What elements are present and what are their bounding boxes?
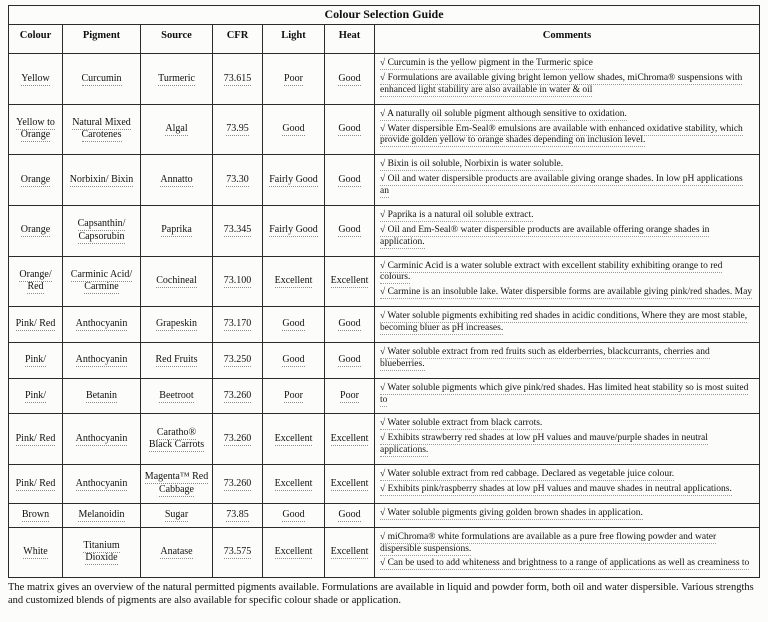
cell-source: Beetroot (141, 378, 213, 414)
table-row (9, 307, 760, 343)
cell-source: Cochineal (141, 256, 213, 307)
comment-line: √ Water soluble extract from black carrots. (380, 418, 543, 429)
cell-source: Algal (141, 104, 213, 155)
cell-cfr: 73.260 (213, 414, 263, 465)
comment-line: √ Water soluble pigments exhibiting red shades in acidic conditions, Where they are most stable, becoming bluer as pH increases. (380, 311, 748, 333)
cell-comments (375, 527, 760, 578)
cell-colour: Pink/ Red (9, 414, 63, 465)
cell-light: Poor (263, 54, 325, 105)
table-row (9, 342, 760, 378)
column-header-comments: Comments (375, 25, 760, 54)
cell-pigment: Natural Mixed Carotenes (63, 104, 141, 155)
column-header-light: Light (263, 25, 325, 54)
table-row (9, 378, 760, 414)
cell-source: Anatase (141, 527, 213, 578)
comment-line: √ Water soluble pigments giving golden brown shades in application. (380, 507, 643, 518)
cell-comments (375, 342, 760, 378)
table-row (9, 465, 760, 504)
cell-pigment: Anthocyanin (63, 307, 141, 343)
comment-line: √ Can be used to add whiteness and brightness to a range of applications as well as creaminess to (380, 558, 750, 569)
cell-colour: Pink/ Red (9, 307, 63, 343)
cell-heat: Good (325, 342, 375, 378)
table-row (9, 256, 760, 307)
cell-light: Fairly Good (263, 155, 325, 206)
cell-colour: Pink/ (9, 378, 63, 414)
cell-cfr: 73.30 (213, 155, 263, 206)
table-row (9, 155, 760, 206)
cell-source: Turmeric (141, 54, 213, 105)
table-row (9, 503, 760, 527)
cell-colour: White (9, 527, 63, 578)
cell-light: Good (263, 104, 325, 155)
cell-comments (375, 155, 760, 206)
column-header-cfr: CFR (213, 25, 263, 54)
cell-light: Good (263, 503, 325, 527)
cell-colour: Brown (9, 503, 63, 527)
table-title: Colour Selection Guide (8, 5, 760, 24)
cell-colour: Orange (9, 155, 63, 206)
cell-heat: Poor (325, 378, 375, 414)
cell-cfr: 73.85 (213, 503, 263, 527)
cell-heat: Good (325, 205, 375, 256)
cell-light: Excellent (263, 527, 325, 578)
comment-line: √ Carminic Acid is a water soluble extract with excellent stability exhibiting orange to red colours. (380, 260, 723, 283)
cell-colour: Orange (9, 205, 63, 256)
cell-cfr: 73.260 (213, 465, 263, 504)
cell-colour: Pink/ Red (9, 465, 63, 504)
cell-cfr: 73.615 (213, 54, 263, 105)
cell-light: Fairly Good (263, 205, 325, 256)
cell-light: Excellent (263, 414, 325, 465)
cell-heat: Good (325, 54, 375, 105)
cell-source: Magenta™ Red Cabbage (141, 465, 213, 504)
cell-pigment: Carminic Acid/ Carmine (63, 256, 141, 307)
cell-comments (375, 104, 760, 155)
cell-source: Red Fruits (141, 342, 213, 378)
comment-line: √ A naturally oil soluble pigment although sensitive to oxidation. (380, 108, 627, 119)
cell-source: Caratho® Black Carrots (141, 414, 213, 465)
cell-cfr: 73.260 (213, 378, 263, 414)
table-row (9, 54, 760, 105)
comment-line: √ miChroma® white formulations are available as a pure free flowing powder and water dispersible suspensions. (380, 531, 717, 554)
cell-heat: Good (325, 104, 375, 155)
comment-line: √ Oil and Em-Seal® water dispersible products are available offering orange shades in application. (380, 224, 710, 247)
cell-heat: Good (325, 155, 375, 206)
column-header-colour: Colour (9, 25, 63, 54)
table-row (9, 527, 760, 578)
header-row (9, 25, 760, 54)
cell-colour: Orange/ Red (9, 256, 63, 307)
comment-line: √ Curcumin is the yellow pigment in the Turmeric spice (380, 58, 593, 68)
cell-colour: Pink/ (9, 342, 63, 378)
comment-line: √ Water soluble pigments which give pink/red shades. Has limited heat stability so is most suited to (380, 382, 749, 405)
table-row (9, 104, 760, 155)
table-row (9, 414, 760, 465)
comment-line: √ Water soluble extract from red cabbage. Declared as vegetable juice colour. (380, 469, 675, 479)
cell-comments (375, 256, 760, 307)
cell-pigment: Norbixin/ Bixin (63, 155, 141, 206)
cell-heat: Good (325, 503, 375, 527)
table-body (9, 54, 760, 578)
cell-pigment: Anthocyanin (63, 342, 141, 378)
comment-line: √ Formulations are available giving bright lemon yellow shades, miChroma® suspensions with enhanced light stability are also available in water & oil (380, 72, 743, 95)
cell-light: Excellent (263, 465, 325, 504)
comment-line: √ Exhibits pink/raspberry shades at low pH values and mauve shades in neutral applications. (380, 483, 732, 494)
cell-heat: Excellent (325, 256, 375, 307)
cell-cfr: 73.575 (213, 527, 263, 578)
cell-cfr: 73.95 (213, 104, 263, 155)
footer-note: The matrix gives an overview of the natural permitted pigments available. Formulations are available in liquid and powder form, both oil and water dispersible. Various strengths and customized blends of pigments are also available for specific colour shade or application. (8, 582, 754, 607)
cell-cfr: 73.250 (213, 342, 263, 378)
cell-source: Paprika (141, 205, 213, 256)
cell-comments (375, 465, 760, 504)
comment-line: √ Oil and water dispersible products are available giving orange shades. In low pH applications an (380, 174, 743, 196)
cell-colour: Yellow to Orange (9, 104, 63, 155)
cell-cfr: 73.100 (213, 256, 263, 307)
cell-pigment: Melanoidin (63, 503, 141, 527)
cell-heat: Good (325, 307, 375, 343)
cell-pigment: Betanin (63, 378, 141, 414)
column-header-source: Source (141, 25, 213, 54)
cell-comments (375, 307, 760, 343)
cell-colour: Yellow (9, 54, 63, 105)
cell-comments (375, 503, 760, 527)
cell-source: Annatto (141, 155, 213, 206)
cell-light: Poor (263, 378, 325, 414)
comment-line: √ Exhibits strawberry red shades at low pH values and mauve/purple shades in neutral applications. (380, 433, 708, 456)
cell-pigment: Capsanthin/ Capsorubin (63, 205, 141, 256)
colour-guide-table (8, 5, 760, 578)
comment-line: √ Water dispersible Em-Seal® emulsions are available with enhanced oxidative stability, which provide golden yellow to orange shades depending on inclusion level. (380, 123, 743, 146)
cell-heat: Excellent (325, 414, 375, 465)
cell-pigment: Anthocyanin (63, 414, 141, 465)
comment-line: √ Paprika is a natural oil soluble extract. (380, 209, 534, 220)
cell-source: Grapeskin (141, 307, 213, 343)
cell-pigment: Anthocyanin (63, 465, 141, 504)
cell-comments (375, 378, 760, 414)
cell-light: Good (263, 307, 325, 343)
cell-comments (375, 414, 760, 465)
cell-pigment: Curcumin (63, 54, 141, 105)
cell-source: Sugar (141, 503, 213, 527)
cell-light: Excellent (263, 256, 325, 307)
cell-comments (375, 54, 760, 105)
cell-heat: Excellent (325, 527, 375, 578)
cell-cfr: 73.170 (213, 307, 263, 343)
cell-heat: Excellent (325, 465, 375, 504)
cell-cfr: 73.345 (213, 205, 263, 256)
cell-light: Good (263, 342, 325, 378)
comment-line: √ Carmine is an insoluble lake. Water dispersible forms are available giving pink/red shades. May (380, 287, 753, 298)
cell-comments (375, 205, 760, 256)
column-header-heat: Heat (325, 25, 375, 54)
cell-pigment: Titanium Dioxide (63, 527, 141, 578)
comment-line: √ Bixin is oil soluble, Norbixin is water soluble. (380, 159, 564, 170)
table-row (9, 205, 760, 256)
comment-line: √ Water soluble extract from red fruits such as elderberries, blackcurrants, cherries and blueberries. (380, 346, 710, 369)
column-header-pigment: Pigment (63, 25, 141, 54)
